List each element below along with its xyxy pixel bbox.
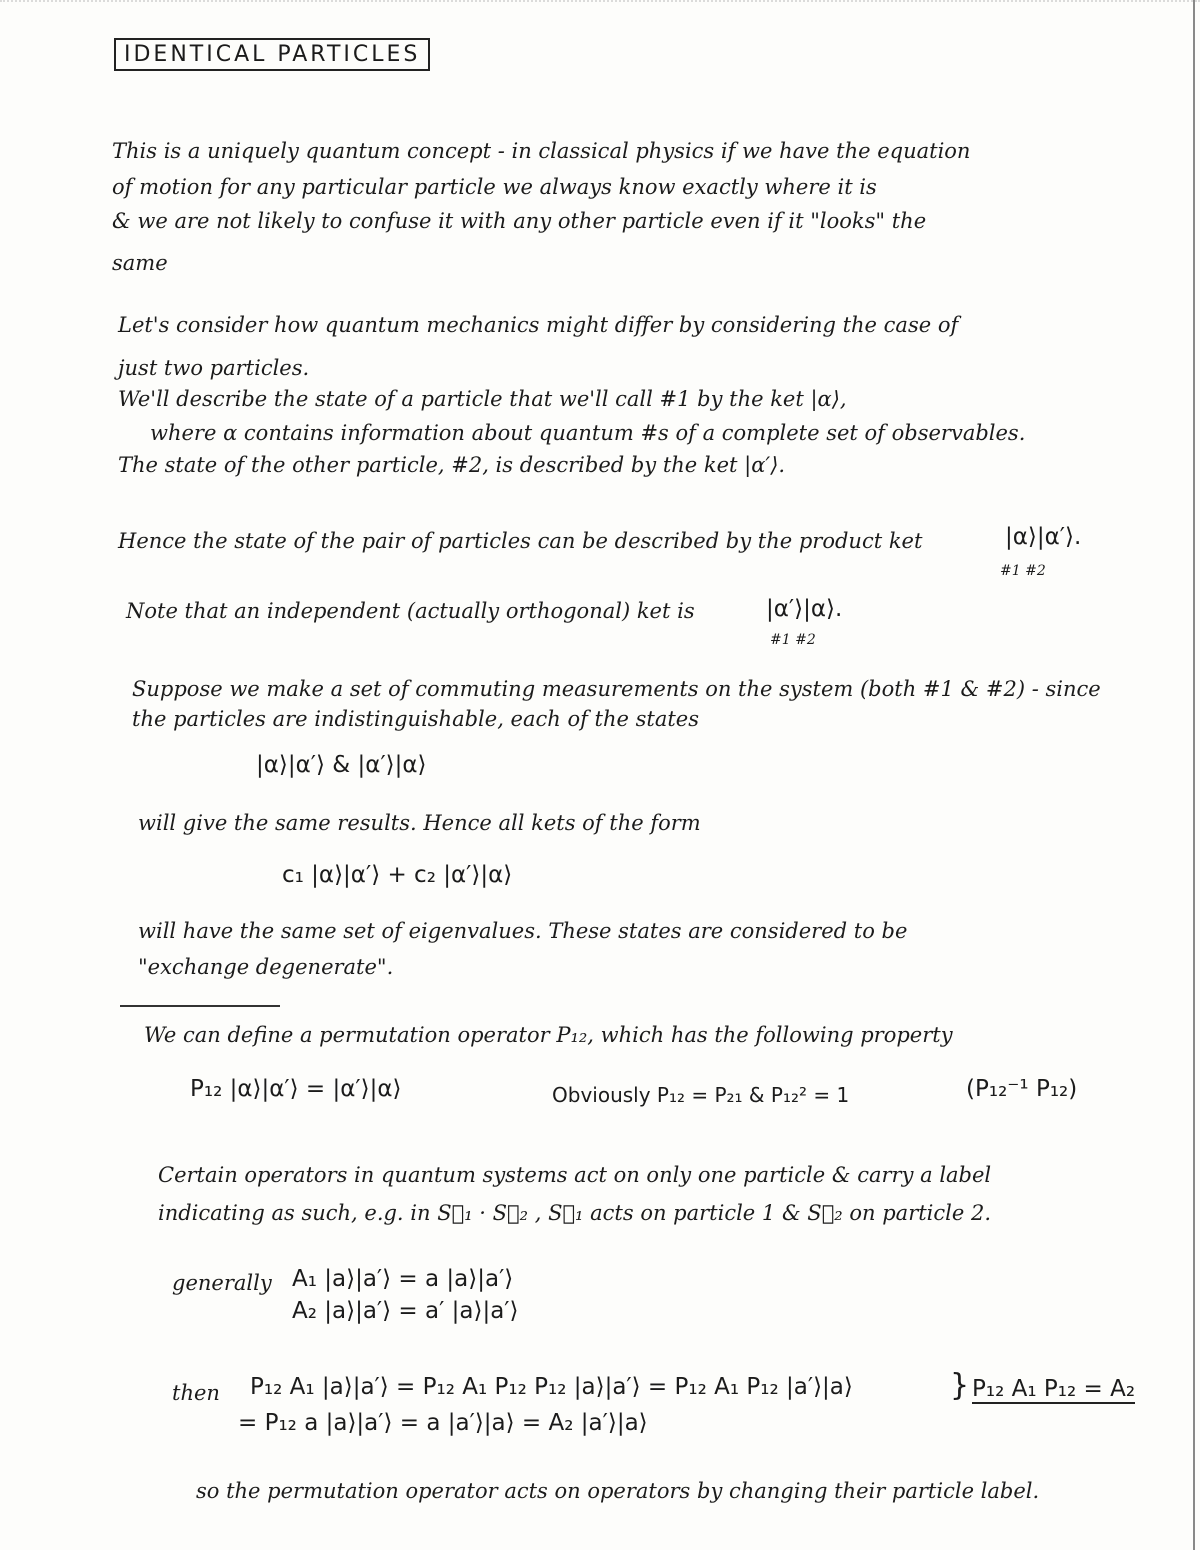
consider-line: Let's consider how quantum mechanics might differ by considering the case of	[118, 313, 959, 337]
scan-artifact-top	[0, 0, 1200, 8]
scan-edge-line	[1193, 0, 1195, 1550]
orthogonal-ket-line: Note that an independent (actually orthogonal) ket is	[126, 599, 695, 623]
results-line: will give the same results. Hence all kets of the form	[138, 811, 701, 835]
conclusion-line: so the permutation operator acts on operators by changing their particle label.	[196, 1479, 1040, 1503]
states-equation: |α⟩|α′⟩ & |α′⟩|α⟩	[256, 752, 427, 778]
consider-line: The state of the other particle, #2, is described by the ket |α′⟩.	[118, 453, 786, 477]
intro-line: This is a uniquely quantum concept - in classical physics if we have the equation	[112, 139, 971, 163]
linear-combination: c₁ |α⟩|α′⟩ + c₂ |α′⟩|α⟩	[282, 862, 513, 888]
consider-line: We'll describe the state of a particle that we'll call #1 by the ket |α⟩,	[118, 387, 847, 411]
boxed-result	[972, 1376, 1135, 1402]
eigen-equation-2: A₂ |a⟩|a′⟩ = a′ |a⟩|a′⟩	[292, 1298, 519, 1324]
intro-line: of motion for any particular particle we always know exactly where it is	[112, 175, 877, 199]
particle-labels: #1 #2	[1000, 563, 1046, 579]
obviously-equation: Obviously P₁₂ = P₂₁ & P₁₂² = 1	[552, 1083, 850, 1107]
particle-labels: #1 #2	[770, 632, 816, 648]
measure-line: Suppose we make a set of commuting measurements on the system (both #1 & #2) - since	[132, 677, 1101, 701]
then-label: then	[172, 1381, 220, 1405]
degenerate-line: "exchange degenerate".	[138, 955, 394, 979]
intro-line: & we are not likely to confuse it with any other particle even if it "looks" the	[112, 209, 927, 233]
permutation-line: We can define a permutation operator P₁₂, which has the following property	[144, 1023, 953, 1047]
permutation-equation: P₁₂ |α⟩|α′⟩ = |α′⟩|α⟩	[190, 1076, 402, 1102]
derivation-line-1: P₁₂ A₁ |a⟩|a′⟩ = P₁₂ A₁ P₁₂ P₁₂ |a⟩|a′⟩ = P₁₂ A₁ P₁₂ |a′⟩|a⟩	[250, 1374, 853, 1400]
inverse-note: (P₁₂⁻¹ P₁₂)	[966, 1076, 1078, 1102]
page-title: IDENTICAL PARTICLES	[114, 38, 430, 71]
generally-label: generally	[172, 1271, 272, 1295]
measure-line: the particles are indistinguishable, each of the states	[132, 707, 699, 731]
section-divider	[120, 1005, 280, 1007]
product-ket-line: Hence the state of the pair of particles can be described by the product ket	[118, 529, 923, 553]
consider-line: just two particles.	[118, 356, 310, 380]
intro-line: same	[112, 251, 168, 275]
operators-line: Certain operators in quantum systems act on only one particle & carry a label	[158, 1163, 992, 1187]
boxed-result-text: P₁₂ A₁ P₁₂ = A₂	[972, 1376, 1136, 1402]
product-ket: |α⟩|α′⟩.	[1005, 524, 1082, 550]
operators-line: indicating as such, e.g. in S⃗₁ · S⃗₂ , S⃗₁ acts on particle 1 & S⃗₂ on particle 2.	[158, 1201, 992, 1225]
derivation-line-2: = P₁₂ a |a⟩|a′⟩ = a |a′⟩|a⟩ = A₂ |a′⟩|a⟩	[238, 1410, 648, 1436]
degenerate-line: will have the same set of eigenvalues. These states are considered to be	[138, 919, 908, 943]
right-brace-icon: }	[950, 1368, 970, 1403]
eigen-equation-1: A₁ |a⟩|a′⟩ = a |a⟩|a′⟩	[292, 1266, 514, 1292]
consider-line: where α contains information about quantum #s of a complete set of observables.	[150, 421, 1026, 445]
orthogonal-ket: |α′⟩|α⟩.	[766, 596, 843, 622]
